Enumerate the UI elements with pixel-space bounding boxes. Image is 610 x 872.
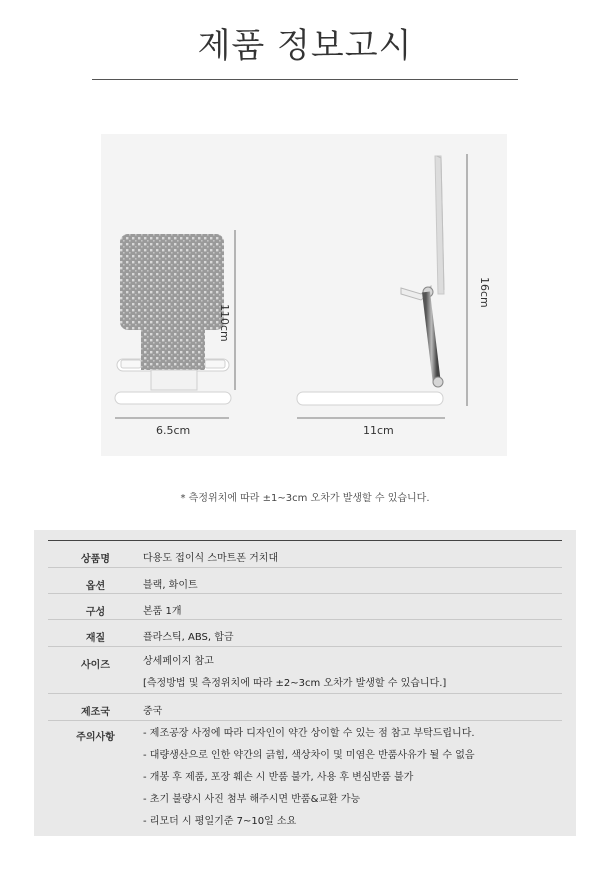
spec-value: 본품 1개	[143, 606, 182, 617]
spec-row-options	[48, 568, 562, 594]
caution-line: - 개봉 후 제품, 포장 훼손 시 반품 불가, 사용 후 변심반품 불가	[143, 772, 414, 783]
spec-row-cautions	[48, 721, 562, 839]
side-height-label: 16cm	[478, 277, 491, 308]
front-width-label: 6.5cm	[156, 424, 191, 437]
spec-row-product-name	[48, 541, 562, 568]
spec-row-origin	[48, 694, 562, 721]
caution-line: - 초기 불량시 사진 첨부 해주시면 반품&교환 가능	[143, 794, 361, 805]
spec-value	[143, 647, 562, 693]
front-height-label: 110cm	[218, 304, 231, 342]
spec-value: 플라스틱, ABS, 합금	[143, 632, 234, 643]
stand-illustration	[101, 134, 507, 456]
spec-value: 중국	[143, 706, 163, 717]
caution-line: - 대량생산으로 인한 약간의 긁힘, 색상차이 및 미염은 반품사유가 될 수 없음	[143, 750, 475, 761]
spec-value: 다용도 접이식 스마트폰 거치대	[143, 553, 279, 564]
spec-key: 사이즈	[81, 660, 110, 671]
front-view	[115, 230, 235, 418]
spec-key: 옵션	[85, 581, 106, 592]
spec-line: 상세페이지 참고	[143, 656, 214, 667]
spec-value	[143, 721, 562, 839]
product-dimension-diagram	[101, 134, 507, 456]
spec-row-size	[48, 647, 562, 694]
spec-key: 구성	[85, 607, 106, 618]
spec-value: 블랙, 화이트	[143, 580, 198, 591]
side-view	[297, 154, 467, 418]
side-length-label: 11cm	[363, 424, 394, 437]
measurement-note: * 측정위치에 따라 ±1~3cm 오차가 발생할 수 있습니다.	[180, 493, 430, 504]
caution-line: - 리모더 시 평일기준 7~10일 소요	[143, 816, 297, 827]
product-spec-table	[48, 540, 562, 839]
spec-row-material	[48, 620, 562, 647]
spec-row-contents	[48, 594, 562, 620]
spec-key: 제조국	[81, 707, 110, 718]
spec-key: 상품명	[81, 554, 110, 565]
page-title: 제품 정보고시	[197, 26, 413, 66]
caution-line: - 제조공장 사정에 따라 디자인이 약간 상이할 수 있는 점 참고 부탁드립니다.	[143, 728, 475, 739]
spec-line: [측정방법 및 측정위치에 따라 ±2~3cm 오차가 발생할 수 있습니다.]	[143, 678, 447, 689]
spec-key: 주의사항	[76, 732, 115, 743]
spec-key: 재질	[85, 633, 106, 644]
title-divider	[92, 79, 518, 80]
